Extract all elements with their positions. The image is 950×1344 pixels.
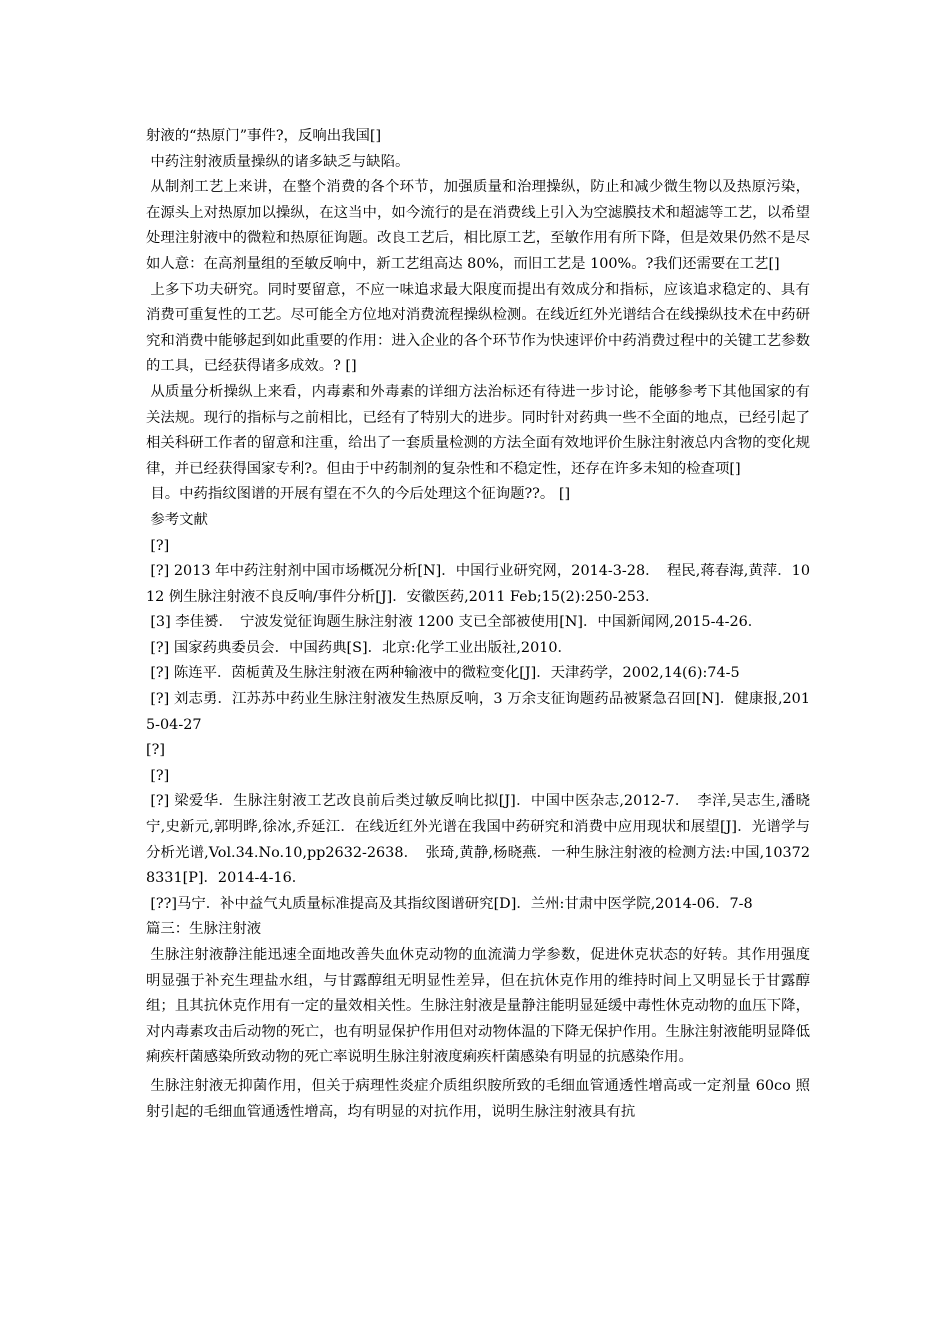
paragraph: 中药注射液质量操纵的诸多缺乏与缺陷。 (150, 153, 410, 170)
reference-item: [?] 国家药典委员会．中国药典[S]．北京:化学工业出版社,2010． (150, 639, 572, 656)
reference-item: [?] (150, 767, 170, 784)
paragraph: 从制剂工艺上来讲，在整个消费的各个环节，加强质量和治理操纵，防止和减少微生物以及热原污染，在源头上对热原加以操纵，在这当中，如今流行的是在消费线上引入为空滤膜技术和超滤等工艺，以希望处理注射液中的微粒和热原征询题。改良工艺后，相比原工艺，至敏作用有所下降，但是效果仍然不是尽如人意：在高剂量组的至敏反响中，新工艺组高达 80%，而旧工艺是 100%。?我们还需要在工艺[] (146, 179, 810, 272)
reference-item: [3] 李佳赟． 宁波发觉征询题生脉注射液 1200 支已全部被使用[N]．中国新闻网,2015-4-26． (150, 614, 763, 631)
document-page (146, 124, 810, 1125)
reference-item: [??]马宁．补中益气丸质量标准提高及其指纹图谱研究[D]．兰州:甘肃中医学院,2014-06．7-8 (150, 895, 753, 912)
paragraph: 生脉注射液静注能迅速全面地改善失血休克动物的血流満力学参数，促进休克状态的好转。其作用强度明显强于补充生理盐水组，与甘露醇组无明显性差异，但在抗休克作用的维持时间上又明显长于甘露醇组；且其抗休克作用有一定的量效相关性。生脉注射液是量静注能明显延缓中毒性休克动物的血压下降，对内毒素攻击后动物的死亡，也有明显保护作用但对动物体温的下降无保护作用。生脉注射液能明显降低痢疾杆菌感染所致动物的死亡率说明生脉注射液度痢疾杆菌感染有明显的抗感染作用。 (146, 947, 810, 1066)
paragraph: 生脉注射液无抑菌作用，但关于病理性炎症介质组织胺所致的毛细血管通透性增高或一定剂量 60co 照射引起的毛细血管通透性增高，均有明显的对抗作用，说明生脉注射液具有抗 (146, 1077, 810, 1120)
paragraph: 目。中药指纹图谱的开展有望在不久的今后处理这个征询题??。 [] (150, 486, 571, 503)
references-heading: 参考文献 (150, 511, 208, 528)
reference-item: [?] 陈连平．茵栀黄及生脉注射液在两种输液中的微粒变化[J]．天津药学，2002,14(6):74-5 (150, 665, 740, 682)
paragraph: 上多下功夫研究。同时要留意，不应一味追求最大限度而提出有效成分和指标，应该追求稳定的、具有消费可重复性的工艺。尽可能全方位地对消费流程操纵检测。在线近红外光谱结合在线操纵技术在中药研究和消费中能够起到如此重要的作用：进入企业的各个环节作为快速评价中药消费过程中的关键工艺参数的工具，已经获得诸多成效。? [] (146, 281, 810, 375)
paragraph: 从质量分析操纵上来看，内毒素和外毒素的详细方法治标还有待进一步讨论，能够参考下其他国家的有关法规。现行的指标与之前相比，已经有了特别大的进步。同时针对药典一些不全面的地点，已经引起了相关科研工作者的留意和注重，给出了一套质量检测的方法全面有效地评价生脉注射液总内含物的变化规律，并已经获得国家专利?。但由于中药制剂的复杂性和不稳定性，还存在许多未知的检查项[] (146, 383, 810, 477)
reference-item: [?] (150, 537, 170, 554)
reference-item: [?] 刘志勇．江苏苏中药业生脉注射液发生热原反响，3 万余支征询题药品被紧急召回[N]．健康报,2015-04-27 (146, 691, 810, 733)
section-title: 篇三：生脉注射液 (146, 921, 262, 938)
reference-item: [?] 2013 年中药注射剂中国市场概况分析[N]．中国行业研究网，2014-3-28． 程民,蒋春海,黄萍．1012 例生脉注射液不良反响/事件分析[J]．安徽医药,2011 Feb;15(2):250-253． (146, 563, 810, 605)
reference-item: [?] 梁爱华．生脉注射液工艺改良前后类过敏反响比拟[J]．中国中医杂志,2012-7． 李洋,吴志生,潘晓宁,史新元,郭明晔,徐冰,乔延江．在线近红外光谱在我国中药研究和消费中应用现状和展望[J]．光谱学与分析光谱,Vol.34.No.10,pp2632-2638． 张琦,黄静,杨晓燕．一种生脉注射液的检测方法:中国,103728331[P]．2014-4-16． (146, 793, 810, 887)
reference-item: [?] (146, 742, 165, 759)
paragraph: 射液的“热原门”事件?，反响出我国[] (146, 128, 382, 144)
